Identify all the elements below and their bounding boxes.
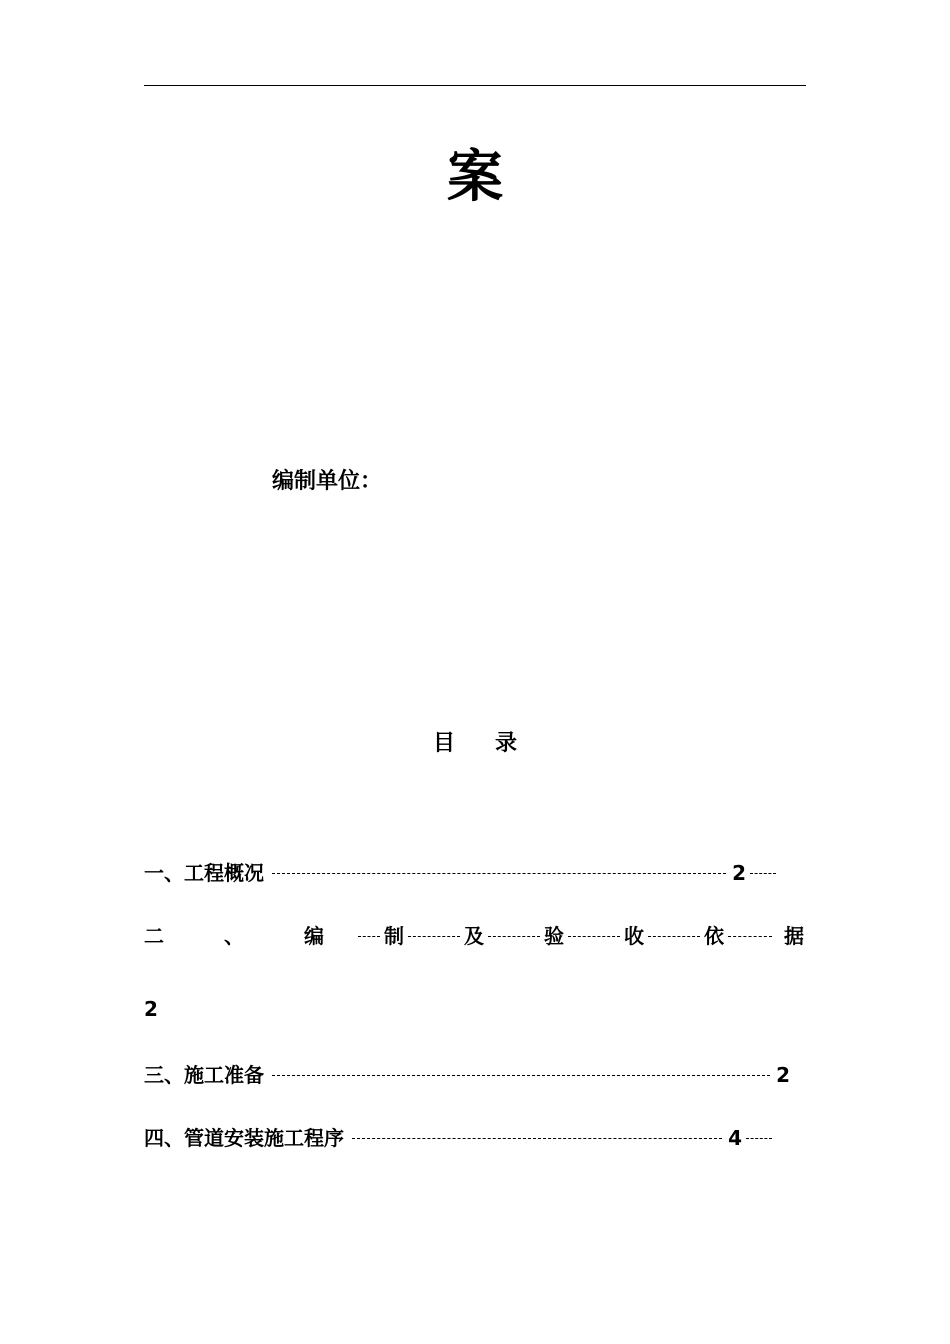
toc-entry-1[interactable]	[144, 856, 776, 888]
toc-entry-char: 制	[384, 924, 404, 948]
toc-entry-char: 据	[784, 924, 804, 948]
toc-entry-char: 编	[304, 924, 324, 948]
toc-entry-page: 2	[732, 861, 746, 885]
toc-entry-char: 、	[224, 924, 244, 948]
toc-leader-tail	[746, 1138, 772, 1139]
toc-leader-dots	[488, 936, 540, 937]
header-rule	[144, 85, 806, 86]
toc-entry-char: 及	[464, 924, 484, 948]
toc-leader-dots	[272, 873, 726, 874]
toc-leader-dots	[568, 936, 620, 937]
toc-entry-char: 收	[624, 924, 644, 948]
toc-heading-left: 目	[432, 731, 455, 756]
toc-entry-label: 四、管道安装施工程序	[144, 1126, 344, 1150]
toc-entry-label: 一、工程概况	[144, 861, 264, 885]
toc-entry-4[interactable]	[144, 1121, 772, 1153]
toc-entry-2[interactable]	[144, 920, 806, 952]
toc-leader-dots	[408, 936, 460, 937]
toc-heading-right: 录	[495, 731, 518, 756]
toc-entry-char: 二	[144, 924, 164, 948]
toc-entry-label: 三、施工准备	[144, 1063, 264, 1087]
toc-entry-page: 2	[776, 1063, 790, 1087]
toc-entry-3[interactable]	[144, 1058, 790, 1090]
toc-leader-tail	[750, 873, 776, 874]
toc-leader-dots	[352, 1138, 722, 1139]
toc-leader-dots	[648, 936, 700, 937]
toc-leader-dots	[272, 1075, 770, 1076]
toc-entry-page: 4	[728, 1126, 742, 1150]
toc-entry-char: 验	[544, 924, 564, 948]
compiling-unit-label: 编制单位：	[272, 469, 383, 494]
toc-leader-dots	[358, 936, 380, 937]
cover-title: 案	[447, 145, 503, 210]
toc-leader-dots	[728, 936, 772, 937]
toc-heading	[0, 728, 950, 760]
toc-entry-page: 2	[144, 997, 158, 1021]
toc-entry-char: 依	[704, 924, 724, 948]
